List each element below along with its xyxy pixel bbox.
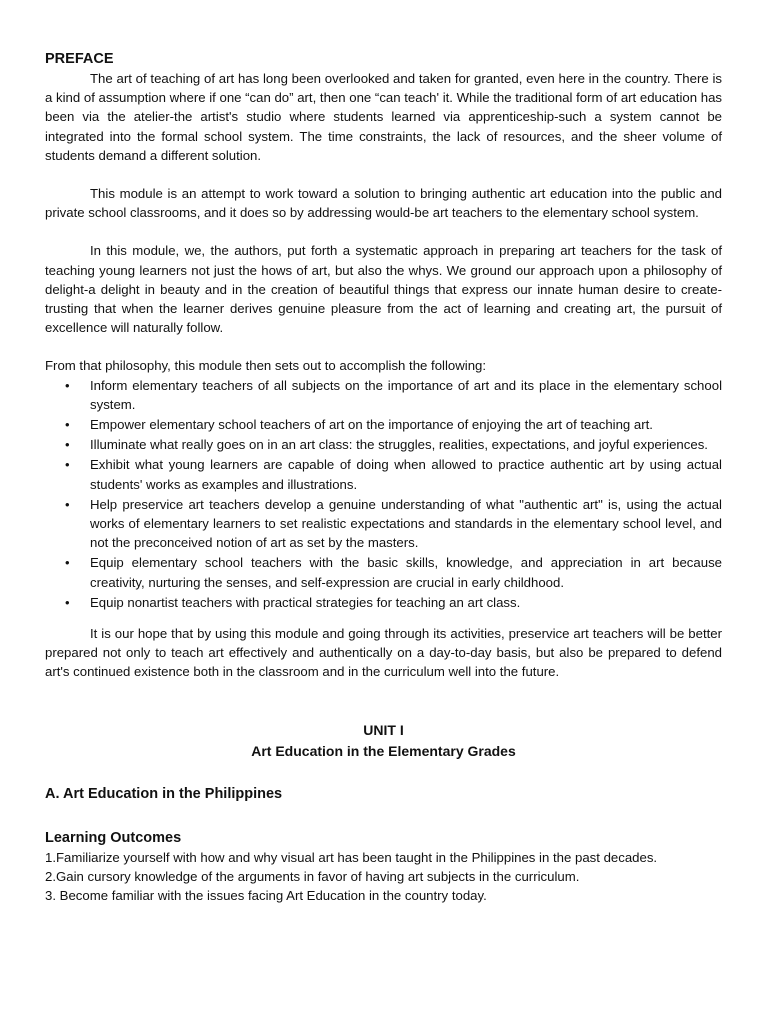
bullet-icon: • [65, 555, 70, 571]
list-item [65, 553, 722, 591]
preface-paragraph-3: In this module, we, the authors, put forth a systematic approach in preparing art teachers for the task of teaching young learners not just the hows of art, but also the whys. We ground our approach upon a philosophy of delight-a delight in beauty and in the creation of beautiful things that express our innate human desire to create-trusting that when the learner derives genuine pleasure from the act of learning and creating art, the pursuit of excellence will naturally follow. [45, 243, 722, 336]
list-item-text: Empower elementary school teachers of art on the importance of enjoying the art of teaching art. [90, 417, 653, 433]
bullet-icon: • [65, 437, 70, 453]
unit-header [45, 720, 722, 762]
list-item-text: Illuminate what really goes on in an art class: the struggles, realities, expectations, and joyful experiences. [90, 437, 708, 453]
bullet-icon: • [65, 417, 70, 433]
list-item [65, 593, 722, 612]
section-title: A. Art Education in the Philippines [45, 785, 283, 802]
list-item [65, 435, 722, 454]
objectives-list [45, 376, 722, 612]
learning-outcome-item: 1.Familiarize yourself with how and why visual art has been taught in the Philippines in the past decades. [45, 849, 658, 865]
learning-outcomes-heading: Learning Outcomes [45, 829, 182, 846]
list-intro: From that philosophy, this module then sets out to accomplish the following: [45, 358, 487, 374]
list-item-text: Equip nonartist teachers with practical strategies for teaching an art class. [90, 594, 521, 610]
learning-outcome-item: 3. Become familiar with the issues facing Art Education in the country today. [45, 888, 487, 904]
learning-outcome-item: 2.Gain cursory knowledge of the arguments in favor of having art subjects in the curriculum. [45, 868, 580, 884]
list-item [65, 455, 722, 493]
list-item [65, 415, 722, 434]
list-item-text: Inform elementary teachers of all subjects on the importance of art and its place in the elementary school system. [90, 377, 722, 412]
bullet-icon: • [65, 496, 70, 512]
bullet-icon: • [65, 377, 70, 393]
bullet-icon: • [65, 457, 70, 473]
list-item-text: Help preservice art teachers develop a genuine understanding of what "authentic art" is, using the actual works of elementary learners to set realistic expectations and standards in the elementary school level, and not the preconceived notion of art as set by the masters. [90, 496, 722, 551]
list-item [65, 376, 722, 414]
preface-closing: It is our hope that by using this module and going through its activities, preservice art teachers will be better prepared not only to teach art effectively and authentically on a day-to-day basis, but also be prepared to defend art's continued existence both in the classroom and in the curriculum well into the future. [45, 626, 722, 680]
list-item-text: Exhibit what young learners are capable of doing when allowed to practice authentic art by using actual students' works as examples and illustrations. [90, 457, 722, 492]
unit-title: Art Education in the Elementary Grades [251, 742, 516, 759]
preface-heading: PREFACE [45, 51, 114, 67]
preface-paragraph-1: The art of teaching of art has long been overlooked and taken for granted, even here in the country. There is a kind of assumption where if one “can do” art, then one “can teach' it. While the traditional form of art education has been via the atelier-the artist's studio where students learned via apprenticeship-such a system cannot be integrated into the formal school system. The time constraints, the lack of resources, and the sheer volume of students demand a different solution. [45, 71, 722, 163]
bullet-icon: • [65, 594, 70, 610]
list-item [65, 495, 722, 553]
list-item-text: Equip elementary school teachers with the basic skills, knowledge, and appreciation in art because creativity, nurturing the senses, and self-expression are crucial in early childhood. [90, 555, 722, 590]
preface-paragraph-2: This module is an attempt to work toward a solution to bringing authentic art education into the public and private school classrooms, and it does so by addressing would-be art teachers to the elementary school system. [45, 186, 722, 221]
unit-label: UNIT I [363, 721, 404, 738]
